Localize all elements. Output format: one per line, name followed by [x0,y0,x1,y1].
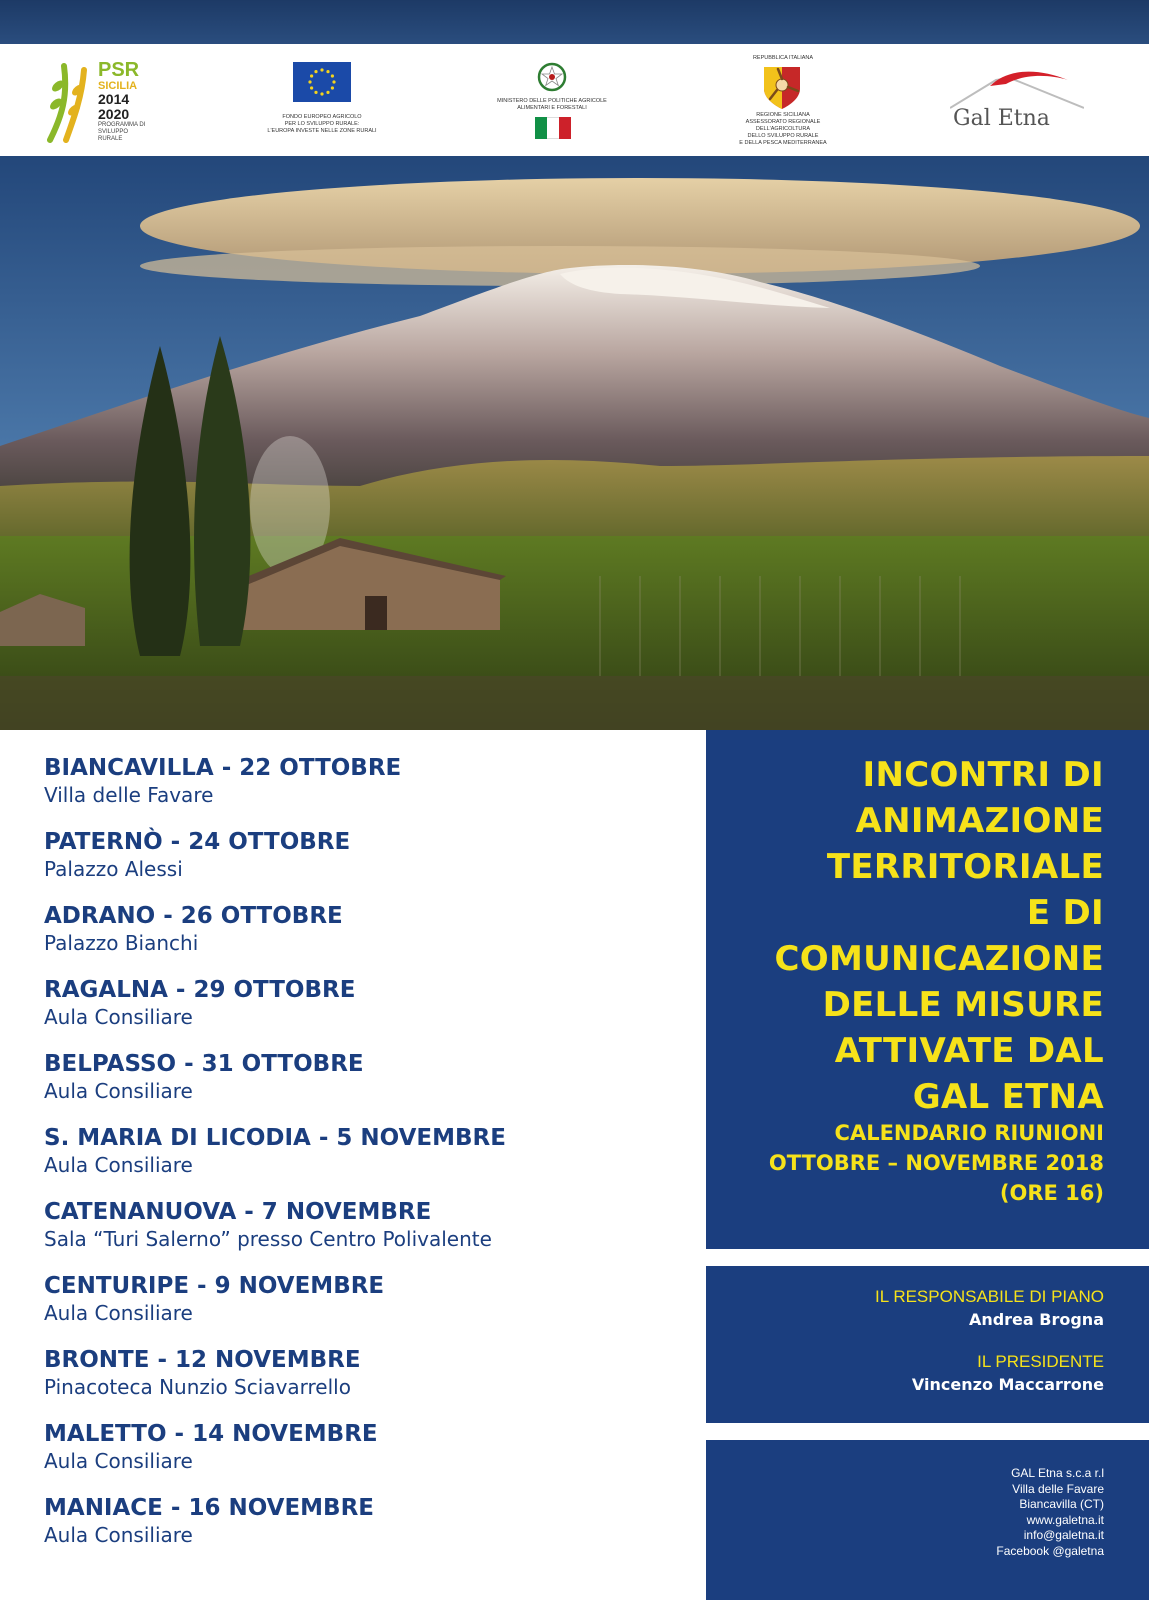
headline-line: COMUNICAZIONE [774,939,1104,979]
contact-facebook-link[interactable]: Facebook @galetna [996,1543,1104,1558]
meeting-venue: Aula Consiliare [44,1153,193,1177]
headline-line: TERRITORIALE [826,847,1104,887]
list-item [44,1420,684,1494]
italian-flag-icon [535,117,571,139]
meeting-place-date: S. MARIA DI LICODIA - 5 NOVEMBRE [44,1125,506,1151]
contact-city: Biancavilla (CT) [1019,1497,1104,1511]
contact-company: GAL Etna s.c.a r.l [1011,1466,1104,1480]
meeting-place-date: MANIACE - 16 NOVEMBRE [44,1495,374,1521]
calendar-line: OTTOBRE – NOVEMBRE 2018 [768,1151,1104,1175]
etna-landscape-photo [0,156,1149,730]
meeting-venue: Aula Consiliare [44,1079,193,1103]
list-item [44,1124,684,1198]
regione-top-label: REPUBBLICA ITALIANA [752,55,814,61]
top-sky-band [0,0,1149,44]
contact-website-link[interactable]: www.galetna.it [1026,1512,1104,1527]
headline-panel [706,730,1149,1249]
psr-logo [44,56,154,148]
eu-caption-line: L'EUROPA INVESTE NELLE ZONE RURALI [267,128,377,134]
calendar-subtitle [769,1118,1104,1208]
signature-block [875,1286,1104,1332]
meeting-place-date: PATERNÒ - 24 OTTOBRE [44,829,351,855]
meeting-venue: Villa delle Favare [44,783,214,807]
meeting-venue: Aula Consiliare [44,1449,193,1473]
regione-caption-line: ASSESSORATO REGIONALE [745,119,821,125]
contact-address: Villa delle Favare [1012,1481,1104,1496]
regione-caption-line: DELL'AGRICOLTURA [755,126,811,132]
signature-role: IL PRESIDENTE [977,1352,1104,1371]
eu-caption [250,114,394,135]
signature-name: Vincenzo Maccarrone [911,1375,1104,1394]
meeting-venue: Aula Consiliare [44,1005,193,1029]
regione-caption [718,112,848,147]
list-item [44,828,684,902]
list-item [44,1346,684,1420]
contact-info [996,1466,1104,1559]
contact-email-link[interactable]: info@galetna.it [1023,1528,1104,1542]
meeting-venue: Palazzo Bianchi [44,931,199,955]
meeting-place-date: BELPASSO - 31 OTTOBRE [44,1051,364,1077]
meeting-venue: Aula Consiliare [44,1301,193,1325]
list-item [44,1272,684,1346]
meeting-place-date: BRONTE - 12 NOVEMBRE [44,1347,361,1373]
signatures-panel [706,1266,1149,1423]
meeting-place-date: ADRANO - 26 OTTOBRE [44,903,343,929]
list-item [44,1198,684,1272]
signature-block [912,1351,1104,1397]
ministry-caption-line: MINISTERO DELLE POLITICHE AGRICOLE [497,98,607,104]
meeting-place-date: CENTURIPE - 9 NOVEMBRE [44,1273,385,1299]
meeting-venue: Palazzo Alessi [44,857,183,881]
signature-role: IL RESPONSABILE DI PIANO [875,1287,1104,1306]
contact-panel [706,1440,1149,1600]
meeting-place-date: RAGALNA - 29 OTTOBRE [44,977,356,1003]
psr-name: PSR [98,59,140,81]
headline-line: DELLE MISURE [822,985,1104,1025]
list-item [44,1494,684,1568]
meeting-venue: Sala “Turi Salerno” presso Centro Polivalente [44,1227,492,1251]
meeting-place-date: MALETTO - 14 NOVEMBRE [44,1421,378,1447]
eu-flag-icon [293,62,351,102]
list-item [44,1050,684,1124]
italian-emblem-icon [537,62,567,92]
signature-name: Andrea Brogna [968,1310,1104,1329]
eu-caption-line: PER LO SVILUPPO RURALE: [284,121,360,127]
list-item [44,976,684,1050]
headline-line: INCONTRI DI [862,755,1104,795]
calendar-line: CALENDARIO RIUNIONI [834,1121,1104,1145]
eu-caption-line: FONDO EUROPEO AGRICOLO [282,114,362,120]
psr-year-end: 2020 [98,106,130,122]
meeting-place-date: BIANCAVILLA - 22 OTTOBRE [44,755,402,781]
headline-line: E DI [1026,893,1104,933]
meeting-venue: Aula Consiliare [44,1523,193,1547]
headline-line: ATTIVATE DAL [834,1031,1104,1071]
calendar-line: (ORE 16) [999,1181,1104,1205]
list-item [44,902,684,976]
meeting-schedule-list [44,754,684,1568]
psr-year-start: 2014 [98,91,130,107]
regione-caption-line: DELLO SVILUPPO RURALE [747,133,819,139]
psr-region: SICILIA [98,80,138,92]
psr-subtitle: PROGRAMMA DI SVILUPPO RURALE [98,122,146,142]
ministry-caption [482,98,622,112]
trinacria-icon [758,63,806,111]
list-item [44,754,684,828]
meeting-venue: Pinacoteca Nunzio Sciavarrello [44,1375,351,1399]
regione-caption-line: REGIONE SICILIANA [756,112,810,118]
meeting-place-date: CATENANUOVA - 7 NOVEMBRE [44,1199,432,1225]
regione-caption-line: E DELLA PESCA MEDITERRANEA [739,140,827,146]
headline-line: ANIMAZIONE [855,801,1104,841]
headline-line: GAL ETNA [912,1077,1104,1117]
wheat-icon [44,56,100,144]
headline [775,752,1104,1120]
ministry-caption-line: ALIMENTARI E FORESTALI [517,105,587,111]
gal-etna-logo-text: Gal Etna [953,106,1050,131]
